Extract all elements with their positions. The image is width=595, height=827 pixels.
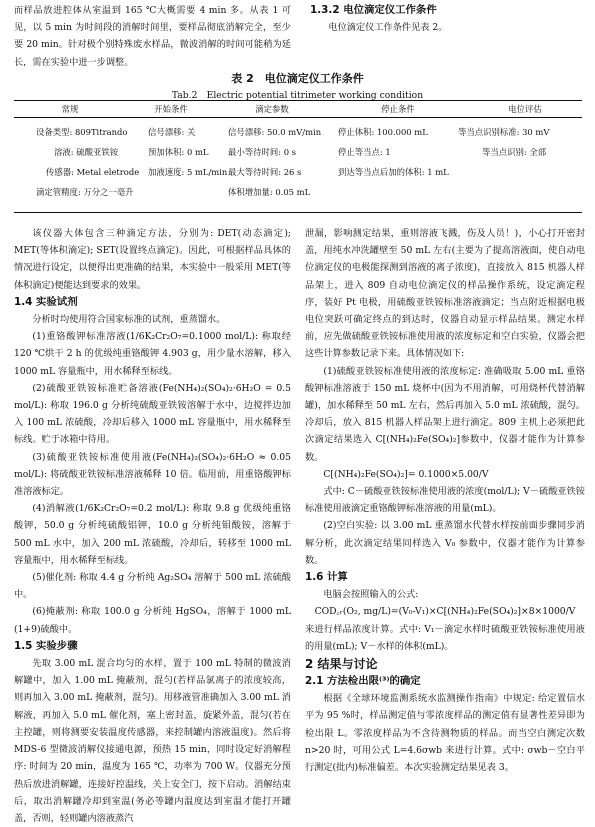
- table-cell: 等当点识别: 全部: [482, 147, 547, 157]
- table-cell: 设备类型: 809Titrando: [36, 127, 128, 137]
- table-cell: 等当点识别标准: 30 mV: [458, 127, 550, 137]
- section-heading-2-1: 2.1 方法检出限⁽³⁾的确定: [305, 675, 421, 688]
- table-cell: 传感器: Metal eletrode: [46, 167, 140, 177]
- section-heading-1-3-2: 1.3.2 电位滴定仪工作条件: [310, 4, 437, 16]
- procedure-paragraph: 先取 3.00 mL 混合均匀的水样，置于 100 mL 特制的微波消解罐中，加入 1.00 mL 掩蔽剂，混匀(若样品氯离子的浓度较高，则再加入 3.00 mL 掩蔽剂，混匀)。用移液管准确加入 3.00 mL 消解液，再加入 5.0 mL 催化剂，塞上密封盖，旋紧外盖，混匀(若在主控罐，则将测要安装温度传感器，来控制罐内溶液温度)。然后将 MDS-6 型微波消解仪接通电源，预热 15 min，同时设定好消解程序: 时间为 20 min，温度为 165 ℃，功率为 700 W。仪器充分预热后放进消解罐，连接好控温线，关上安全门，按下启动。消解结束后，取出消解罐冷却到室温(务必等罐内温度达到室温才能打开罐盖，否则，轻则罐内溶液蒸汽: [14, 658, 291, 824]
- table-header: 停止条件: [381, 104, 415, 114]
- table-caption-zh: 表 2 电位滴定仪工作条件: [231, 72, 364, 85]
- table-cell: 信号漂移: 关: [148, 127, 196, 137]
- reagent-item: (5)催化剂: 称取 4.4 g 分析纯 Ag₂SO₄ 溶解于 500 mL 浓硫酸中。: [14, 572, 291, 601]
- top-right-column: [310, 2, 582, 36]
- detection-limit-paragraph: 根据《全球环境监测系统水监测操作指南》中规定: 给定置信水平为 95 %时，样品测定值与零浓度样品的测定值有显著性差异即为检出限 L。零浓度样品为不含待测物质的样品。而当空白测定次数 n>20 时，可用公式 L=4.6σwb 来进行计算。式中: σwb－空白平行测定(批内)标准偏差。本次实验测定结果见表 3。: [305, 693, 585, 774]
- table-cell: 到达等当点后加的体积: 1 mL: [338, 167, 449, 177]
- section-heading-1-4: 1.4 实验试剂: [14, 295, 78, 308]
- table-header: 电位评估: [508, 104, 542, 114]
- table-cell: 加液速度: 5 mL/min: [148, 167, 228, 177]
- calibration-step: (1)硫酸亚铁铵标准使用液的浓度标定: 准确吸取 5.00 mL 重铬酸钾标准溶液于 150 mL 烧杯中(因为不用消解，可用烧杯代替消解罐)，加水稀释至 50 mL 左右，然后再加入 5.0 mL 浓硫酸，混匀。冷却后，放入 815 机器人样品架上进行滴定。809 主机上必须把此次滴定结果选入 C[(NH₄)₂Fe(SO₄)₂]参数中，仪器才能作为计算参数。: [305, 365, 585, 463]
- reagent-item: (2)硫酸亚铁铵标准贮备溶液(Fe(NH₄)₂(SO₄)₂·6H₂O = 0.5 mol/L): 称取 196.0 g 分析纯硫酸亚铁铵溶解于水中，边搅拌边加入 100 mL 浓硫酸，冷却后移入 1000 mL 容量瓶中，用水稀释至标线。贮于冰箱中待用。: [14, 382, 291, 446]
- formula-description: 式中: C－硫酸亚铁铵标准使用液的浓度(mol/L); V－硫酸亚铁铵标准使用液滴定重铬酸钾标准溶液的用量(mL)。: [305, 486, 585, 515]
- reagent-item: (1)重铬酸钾标准溶液(1/6K₂Cr₂O₇=0.1000 mol/L): 称取经 120 ℃烘干 2 h 的优级纯重铬酸钾 4.903 g，用少量水溶解，移入 1000 mL 容量瓶中，用水稀释至标线。: [14, 331, 291, 377]
- table-header: 开始条件: [154, 104, 188, 114]
- table-caption-en: Tab.2 Electric potential titrimeter working condition: [171, 90, 424, 101]
- section-heading-1-5: 1.5 实验步骤: [14, 639, 78, 652]
- intro-paragraph: 而样品放进腔体从室温到 165 ℃大概需要 4 min 多。从表 1 可见，以 5 min 为时间段的消解时间里，要样品彻底消解完全，至少要 20 min。针对极个别特殊废水样品，微波消解的时间可能稍为延长，需在实验中进一步调整。: [14, 5, 291, 68]
- table-cell: 最大等待时间: 26 s: [228, 167, 302, 177]
- right-column: [305, 225, 585, 776]
- table-cell: 滴定管精度: 万分之一毫升: [36, 187, 134, 197]
- table-cell: 停止等当点: 1: [338, 147, 391, 157]
- table-cell: 最小等待时间: 0 s: [228, 147, 297, 157]
- method-paragraph: 该仪器大体包含三种滴定方法，分别为: DET(动态滴定); MET(等体积滴定); SET(设置终点滴定)。因此，可根据样品具体的情况进行设定，以便得出更准确的结果，本实验中一般采用 MET(等体积滴定)便能达到要求的效果。: [14, 228, 291, 291]
- reagent-item: (4)消解液(1/6K₂Cr₂O₇=0.2 mol/L): 称取 9.8 g 优级纯重铬酸钾，50.0 g 分析纯硫酸铝钾，10.0 g 分析纯钼酸铵，溶解于 500 mL 水中，加入 200 mL 浓硫酸，冷却后，转移至 1000 mL 容量瓶中，用水稀释至标线。: [14, 503, 291, 566]
- section-heading-1-6: 1.6 计算: [305, 571, 348, 584]
- reagent-intro: 分析时均使用符合国家标准的试剂，重蒸馏水。: [32, 314, 226, 326]
- concentration-formula: C[(NH₄)₂Fe(SO₄)₂]= 0.1000×5.00/V: [323, 468, 489, 480]
- cod-formula: COD꜀ᵣ(O₂, mg/L)=(V₀-V₁)×C[(NH₄)₂Fe(SO₄)₂]×8×1000/V: [314, 606, 576, 618]
- table-cell: 停止体积: 100.000 mL: [338, 127, 428, 137]
- table-header-rule: [14, 117, 582, 118]
- section-heading-2: 2 结果与讨论: [305, 657, 378, 672]
- table-cell: 预加体积: 0 mL: [148, 147, 209, 157]
- table-top-rule: [14, 100, 582, 101]
- reagent-item: (3)硫酸亚铁铵标准使用液(Fe(NH₄)₂(SO₄)₂·6H₂O ≈ 0.05 mol/L): 将硫酸亚铁铵标准溶液稀释 10 倍。临用前，用重铬酸钾标准溶液标定。: [14, 451, 291, 498]
- left-column: [14, 225, 291, 827]
- table-header: 滴定参数: [255, 104, 289, 114]
- table-cell: 体积增加量: 0.05 mL: [228, 187, 311, 197]
- procedure-continued: 泄漏，影响测定结果，重则溶液飞溅，伤及人员！)，小心打开密封盖，用纯水冲洗罐壁至 50 mL 左右(主要为了提高溶液面，使自动电位滴定仪的电极能探测到溶液的离子浓度)，直接放入 815 机器人样品架上，进入 809 自动电位滴定仪的样品操作系统，设定滴定程序，装好 Pt 电极，用硫酸亚铁铵标准溶液滴定；当点附近根据电极电位突跃可确定终点的到达时，仪器自动显示样品结果。测定水样前，应先做硫酸亚铁铵标准使用液的浓度标定和空白实验，仪器会把这些计算参数记录下来。具体情况如下:: [305, 228, 585, 360]
- blank-test-step: (2)空白实验: 以 3.00 mL 重蒸馏水代替水样按前面步骤同步消解分析，此次滴定结果同样选入 V₀ 参数中，仪器才能作为计算参数。: [305, 520, 585, 566]
- reagent-item: (6)掩蔽剂: 称取 100.0 g 分析纯 HgSO₄，溶解于 1000 mL (1+9)硫酸中。: [14, 606, 291, 635]
- cod-formula-description: 来进行样品浓度计算。式中: V₁－滴定水样时硫酸亚铁铵标准使用液的用量(mL); V－水样的体积(mL)。: [305, 623, 585, 652]
- table-cell: 信号漂移: 50.0 mV/min: [228, 127, 322, 137]
- table-header: 常规: [61, 104, 79, 114]
- table-cell: 溶液: 硫酸亚铁铵: [54, 147, 119, 157]
- section-paragraph-1-3-2: 电位滴定仪工作条件见表 2。: [328, 22, 448, 34]
- top-left-column: [14, 2, 291, 71]
- table-bottom-rule: [14, 212, 582, 213]
- calculation-intro: 电脑会按照输入的公式:: [323, 589, 419, 601]
